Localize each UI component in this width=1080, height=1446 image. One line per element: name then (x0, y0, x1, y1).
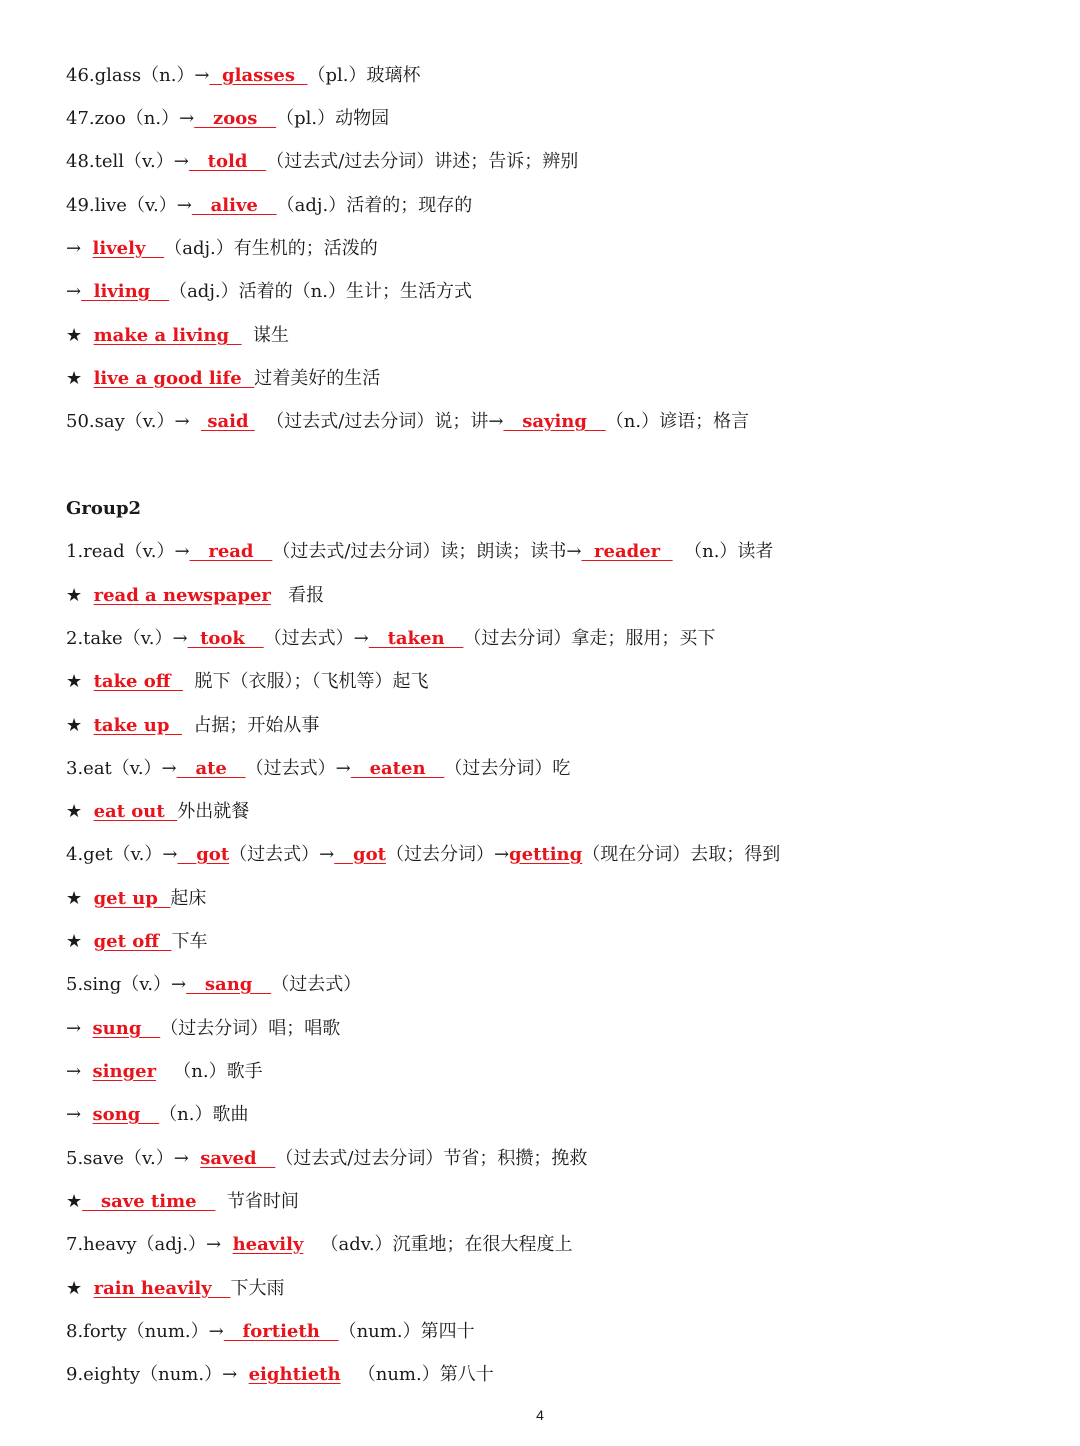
phrase-read-a-newspaper (66, 584, 324, 608)
entry-49-live (66, 194, 472, 218)
prompt-text: （n.）歌曲 (159, 1104, 249, 1125)
prompt-text: ★ (66, 715, 94, 736)
answer-text: rain heavily (93, 1278, 231, 1299)
prompt-text: （过去式/过去分词）说；讲→ (254, 411, 504, 432)
answer-text: take off (93, 671, 184, 692)
entry-9-eighty (66, 1363, 494, 1387)
prompt-text: 占据；开始从事 (181, 715, 320, 736)
prompt-text: （adj.）活着的（n.）生计；生活方式 (169, 281, 472, 302)
prompt-text: （现在分词）去取；得到 (582, 844, 781, 865)
answer-text: got (177, 844, 230, 865)
entry-3-eat (66, 757, 570, 781)
prompt-text: （过去式）→ (245, 758, 351, 779)
prompt-text: 脱下（衣服）；（飞机等）起飞 (183, 671, 429, 692)
answer-text: saved (200, 1148, 276, 1169)
answer-text: reader (581, 541, 673, 562)
prompt-text: 起床 (170, 888, 207, 909)
prompt-text: 看报 (270, 585, 325, 606)
answer-text: sung (92, 1018, 161, 1039)
answer-text: getting (509, 844, 583, 865)
phrase-live-a-good-life (66, 367, 380, 391)
answer-text: live a good life (93, 368, 255, 389)
answer-text: ate (176, 758, 246, 779)
prompt-text: （过去式）→ (229, 844, 335, 865)
entry-5-save (66, 1147, 587, 1171)
entry-living (66, 280, 472, 304)
prompt-text: 47.zoo（n.）→ (66, 108, 195, 129)
answer-text: read a newspaper (93, 585, 271, 606)
entry-1-read (66, 540, 773, 564)
page-number: 4 (536, 1407, 544, 1423)
prompt-text: （过去式） (271, 974, 362, 995)
answer-text: zoos (194, 108, 277, 129)
prompt-text: ★ (66, 931, 94, 952)
prompt-text: （num.）第四十 (338, 1321, 475, 1342)
entry-song (66, 1103, 248, 1127)
prompt-text: （adj.）有生机的；活泼的 (164, 238, 378, 259)
prompt-text: ★ (66, 585, 94, 606)
phrase-eat-out (66, 800, 249, 824)
entry-47-zoo (66, 107, 389, 131)
prompt-text: 1.read（v.）→ (66, 541, 190, 562)
prompt-text: 外出就餐 (177, 801, 250, 822)
answer-text: fortieth (223, 1321, 339, 1342)
phrase-get-off (66, 930, 208, 954)
prompt-text: （过去式）→ (263, 628, 369, 649)
prompt-text: 49.live（v.）→ (66, 195, 192, 216)
entry-7-heavy (66, 1233, 573, 1257)
prompt-text: （pl.）玻璃杯 (307, 65, 421, 86)
prompt-text: （n.）谚语；格言 (605, 411, 750, 432)
answer-text: alive (191, 195, 277, 216)
entry-sung (66, 1017, 340, 1041)
answer-text: glasses (209, 65, 308, 86)
prompt-text: 48.tell（v.）→ (66, 151, 189, 172)
prompt-text: ★ (66, 671, 94, 692)
section-heading-group2 (66, 497, 141, 521)
prompt-text: → (66, 1061, 93, 1082)
entry-2-take (66, 627, 715, 651)
prompt-text: 2.take（v.）→ (66, 628, 188, 649)
prompt-text: 下大雨 (230, 1278, 285, 1299)
answer-text: save time (82, 1191, 216, 1212)
answer-text: get up (93, 888, 171, 909)
answer-text: living (81, 281, 170, 302)
phrase-make-a-living (66, 324, 289, 348)
entry-4-get (66, 843, 780, 867)
prompt-text: ★ (66, 1278, 94, 1299)
answer-text: song (92, 1104, 160, 1125)
prompt-text: → (66, 281, 82, 302)
answer-text: make a living (93, 325, 242, 346)
prompt-text: 4.get（v.）→ (66, 844, 178, 865)
prompt-text: （adv.）沉重地；在很大程度上 (303, 1234, 573, 1255)
prompt-text: （num.）第八十 (340, 1364, 494, 1385)
prompt-text: （n.）歌手 (156, 1061, 263, 1082)
prompt-text: 下车 (171, 931, 208, 952)
phrase-take-off (66, 670, 429, 694)
answer-text: taken (368, 628, 464, 649)
prompt-text: ★ (66, 888, 94, 909)
prompt-text: → (66, 238, 93, 259)
prompt-text: 3.eat（v.）→ (66, 758, 177, 779)
prompt-text: 5.save（v.）→ (66, 1148, 201, 1169)
answer-text: took (187, 628, 264, 649)
answer-text: lively (92, 238, 165, 259)
answer-text: singer (92, 1061, 157, 1082)
answer-text: get off (93, 931, 172, 952)
answer-text: heavily (232, 1234, 304, 1255)
heading-text: Group2 (66, 498, 142, 519)
prompt-text: 节省时间 (215, 1191, 299, 1212)
prompt-text: （adj.）活着的；现存的 (276, 195, 473, 216)
prompt-text: → (66, 1018, 93, 1039)
prompt-text: （过去分词）拿走；服用；买下 (463, 628, 716, 649)
prompt-text: 7.heavy（adj.）→ (66, 1234, 233, 1255)
entry-5-sing (66, 973, 361, 997)
prompt-text: （过去分词）→ (385, 844, 510, 865)
prompt-text: （过去分词）唱；唱歌 (160, 1018, 341, 1039)
entry-singer (66, 1060, 263, 1084)
prompt-text: 8.forty（num.）→ (66, 1321, 224, 1342)
answer-text: saying (503, 411, 606, 432)
prompt-text: ★ (66, 325, 94, 346)
prompt-text: （n.）读者 (672, 541, 774, 562)
prompt-text: 过着美好的生活 (254, 368, 381, 389)
phrase-save-time (66, 1190, 299, 1214)
prompt-text: ★ (66, 368, 94, 389)
phrase-take-up (66, 714, 319, 738)
phrase-rain-heavily (66, 1277, 285, 1301)
prompt-text: （过去式/过去分词）讲述；告诉；辨别 (266, 151, 579, 172)
answer-text: eaten (350, 758, 445, 779)
prompt-text: 46.glass（n.）→ (66, 65, 210, 86)
prompt-text: ★ (66, 801, 94, 822)
answer-text: eightieth (248, 1364, 341, 1385)
answer-text: eat out (93, 801, 178, 822)
prompt-text: 50.say（v.）→ (66, 411, 202, 432)
entry-50-say (66, 410, 749, 434)
prompt-text: （过去式/过去分词）读；朗读；读书→ (272, 541, 582, 562)
entry-lively (66, 237, 378, 261)
answer-text: told (188, 151, 267, 172)
prompt-text: （过去分词）吃 (444, 758, 571, 779)
prompt-text: 9.eighty（num.）→ (66, 1364, 249, 1385)
prompt-text: 5.sing（v.）→ (66, 974, 187, 995)
prompt-text: （pl.）动物园 (276, 108, 390, 129)
answer-text: said (201, 411, 255, 432)
prompt-text: ★ (66, 1191, 83, 1212)
entry-46-glass (66, 64, 421, 88)
answer-text: got (334, 844, 386, 865)
answer-text: take up (93, 715, 182, 736)
answer-text: read (189, 541, 273, 562)
answer-text: sang (186, 974, 272, 995)
prompt-text: （过去式/过去分词）节省；积攒；挽救 (275, 1148, 588, 1169)
entry-48-tell (66, 150, 578, 174)
phrase-get-up (66, 887, 206, 911)
prompt-text: 谋生 (241, 325, 290, 346)
prompt-text: → (66, 1104, 93, 1125)
entry-8-forty (66, 1320, 475, 1344)
